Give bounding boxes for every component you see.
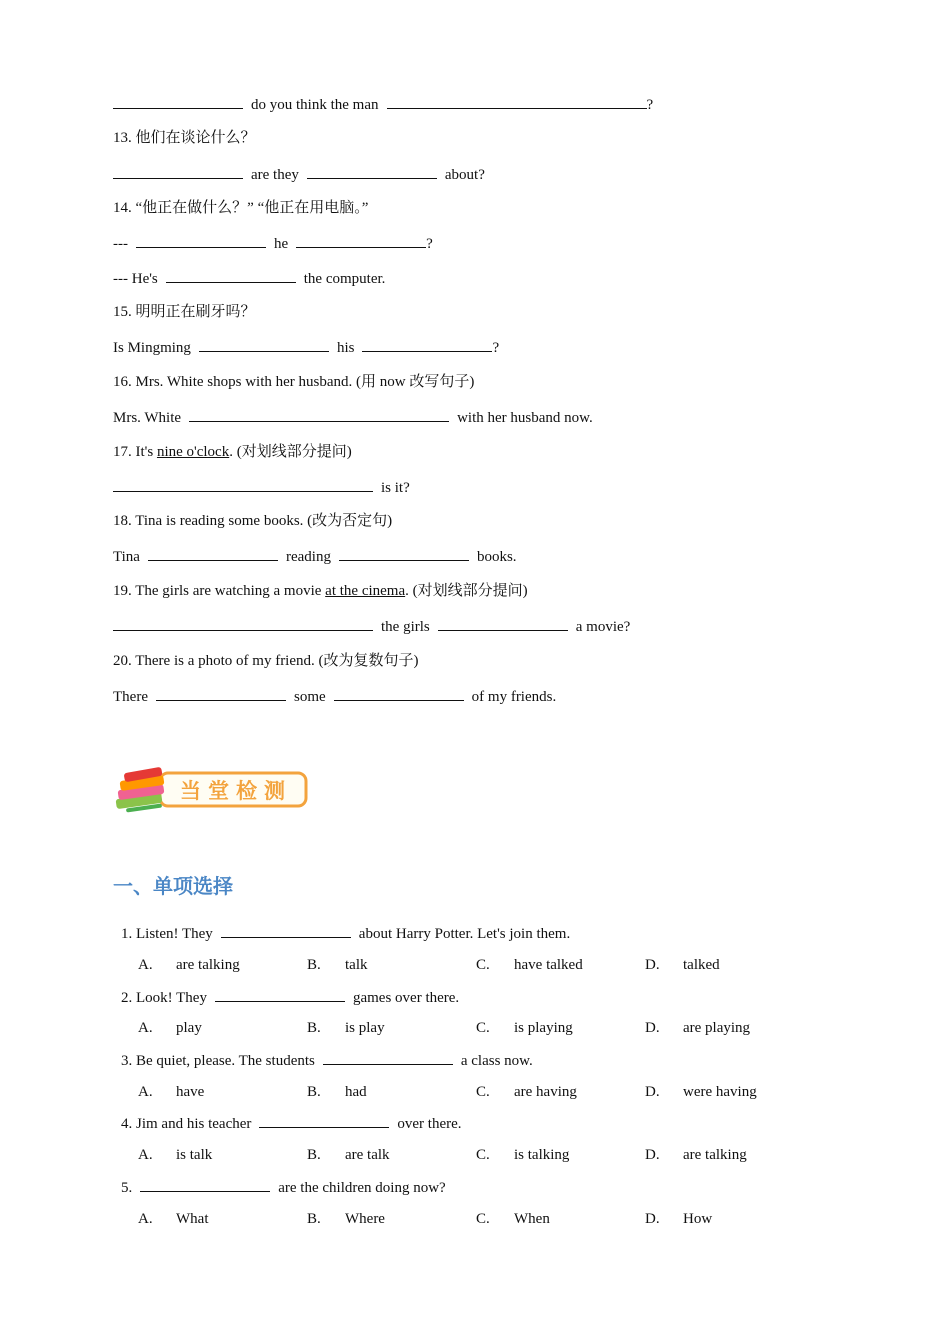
option-b[interactable]: B. are talk	[307, 1147, 390, 1163]
answer-blank[interactable]	[199, 337, 329, 352]
option-b[interactable]: B. Where	[307, 1211, 385, 1227]
option-a[interactable]: A. play	[138, 1020, 202, 1036]
mcq-options-4	[138, 1145, 858, 1165]
mcq-question-5: 5. are the children doing now?	[121, 1177, 446, 1198]
option-b[interactable]: B. is play	[307, 1020, 385, 1036]
option-a[interactable]: A. have	[138, 1084, 205, 1100]
option-d[interactable]: D. talked	[645, 957, 720, 973]
option-a[interactable]: A. What	[138, 1211, 209, 1227]
exercise-line-20: There some of my friends.	[113, 686, 556, 707]
mcq-options-1	[138, 955, 858, 975]
answer-blank[interactable]	[259, 1113, 389, 1128]
question-13: 13. 他们在谈论什么？	[113, 130, 256, 146]
answer-blank[interactable]	[307, 164, 437, 179]
option-d[interactable]: D. How	[645, 1211, 713, 1227]
exercise-line-18: Tina reading books.	[113, 546, 517, 567]
answer-blank[interactable]	[296, 233, 426, 248]
question-14: 14. “他正在做什么？” “他正在用电脑。”	[113, 200, 369, 216]
mcq-question-3: 3. Be quiet, please. The students a class now.	[121, 1050, 533, 1071]
exercise-line-13: are they about?	[113, 164, 485, 185]
option-c[interactable]: C. is playing	[476, 1020, 573, 1036]
answer-blank[interactable]	[387, 94, 647, 109]
exercise-line-15: Is Mingming his ?	[113, 337, 499, 358]
option-c[interactable]: C. are having	[476, 1084, 577, 1100]
banner-text: 当堂检测	[180, 779, 292, 803]
exercise-line-19: the girls a movie?	[113, 616, 630, 637]
option-c[interactable]: C. is talking	[476, 1147, 570, 1163]
answer-blank[interactable]	[156, 686, 286, 701]
exercise-line-14a: --- he ?	[113, 233, 433, 254]
books-icon	[112, 766, 312, 816]
option-c[interactable]: C. When	[476, 1211, 550, 1227]
mcq-options-5	[138, 1209, 858, 1229]
question-20: 20. There is a photo of my friend. (改为复数句子)	[113, 653, 419, 669]
option-c[interactable]: C. have talked	[476, 957, 583, 973]
answer-blank[interactable]	[215, 987, 345, 1002]
answer-blank[interactable]	[339, 546, 469, 561]
exercise-line-14b: --- He's the computer.	[113, 268, 385, 289]
answer-blank[interactable]	[166, 268, 296, 283]
section-banner	[112, 766, 312, 816]
answer-blank[interactable]	[362, 337, 492, 352]
option-b[interactable]: B. talk	[307, 957, 368, 973]
option-d[interactable]: D. are playing	[645, 1020, 751, 1036]
option-a[interactable]: A. are talking	[138, 957, 240, 973]
option-b[interactable]: B. had	[307, 1084, 367, 1100]
mcq-options-2	[138, 1018, 858, 1038]
option-d[interactable]: D. were having	[645, 1084, 757, 1100]
answer-blank[interactable]	[221, 923, 351, 938]
answer-blank[interactable]	[136, 233, 266, 248]
answer-blank[interactable]	[189, 407, 449, 422]
answer-blank[interactable]	[140, 1177, 270, 1192]
answer-blank[interactable]	[148, 546, 278, 561]
option-d[interactable]: D. are talking	[645, 1147, 747, 1163]
answer-blank[interactable]	[113, 477, 373, 492]
mcq-options-3	[138, 1082, 858, 1102]
exercise-line-16: Mrs. White with her husband now.	[113, 407, 593, 428]
answer-blank[interactable]	[334, 686, 464, 701]
question-19: 19. The girls are watching a movie at the cinema. (对划线部分提问)	[113, 583, 528, 599]
section-title: 一、单项选择	[113, 874, 233, 898]
answer-blank[interactable]	[438, 616, 568, 631]
question-16: 16. Mrs. White shops with her husband. (用 now 改写句子)	[113, 374, 475, 390]
mcq-question-1: 1. Listen! They about Harry Potter. Let's join them.	[121, 923, 570, 944]
exercise-line-17: is it?	[113, 477, 410, 498]
exercise-line-12: do you think the man ?	[113, 94, 653, 115]
answer-blank[interactable]	[113, 616, 373, 631]
question-15: 15. 明明正在刷牙吗？	[113, 304, 256, 320]
answer-blank[interactable]	[113, 164, 243, 179]
question-17: 17. It's nine o'clock. (对划线部分提问)	[113, 444, 352, 460]
mcq-question-2: 2. Look! They games over there.	[121, 987, 459, 1008]
question-18: 18. Tina is reading some books. (改为否定句)	[113, 513, 393, 529]
option-a[interactable]: A. is talk	[138, 1147, 213, 1163]
answer-blank[interactable]	[323, 1050, 453, 1065]
mcq-question-4: 4. Jim and his teacher over there.	[121, 1113, 462, 1134]
answer-blank[interactable]	[113, 94, 243, 109]
